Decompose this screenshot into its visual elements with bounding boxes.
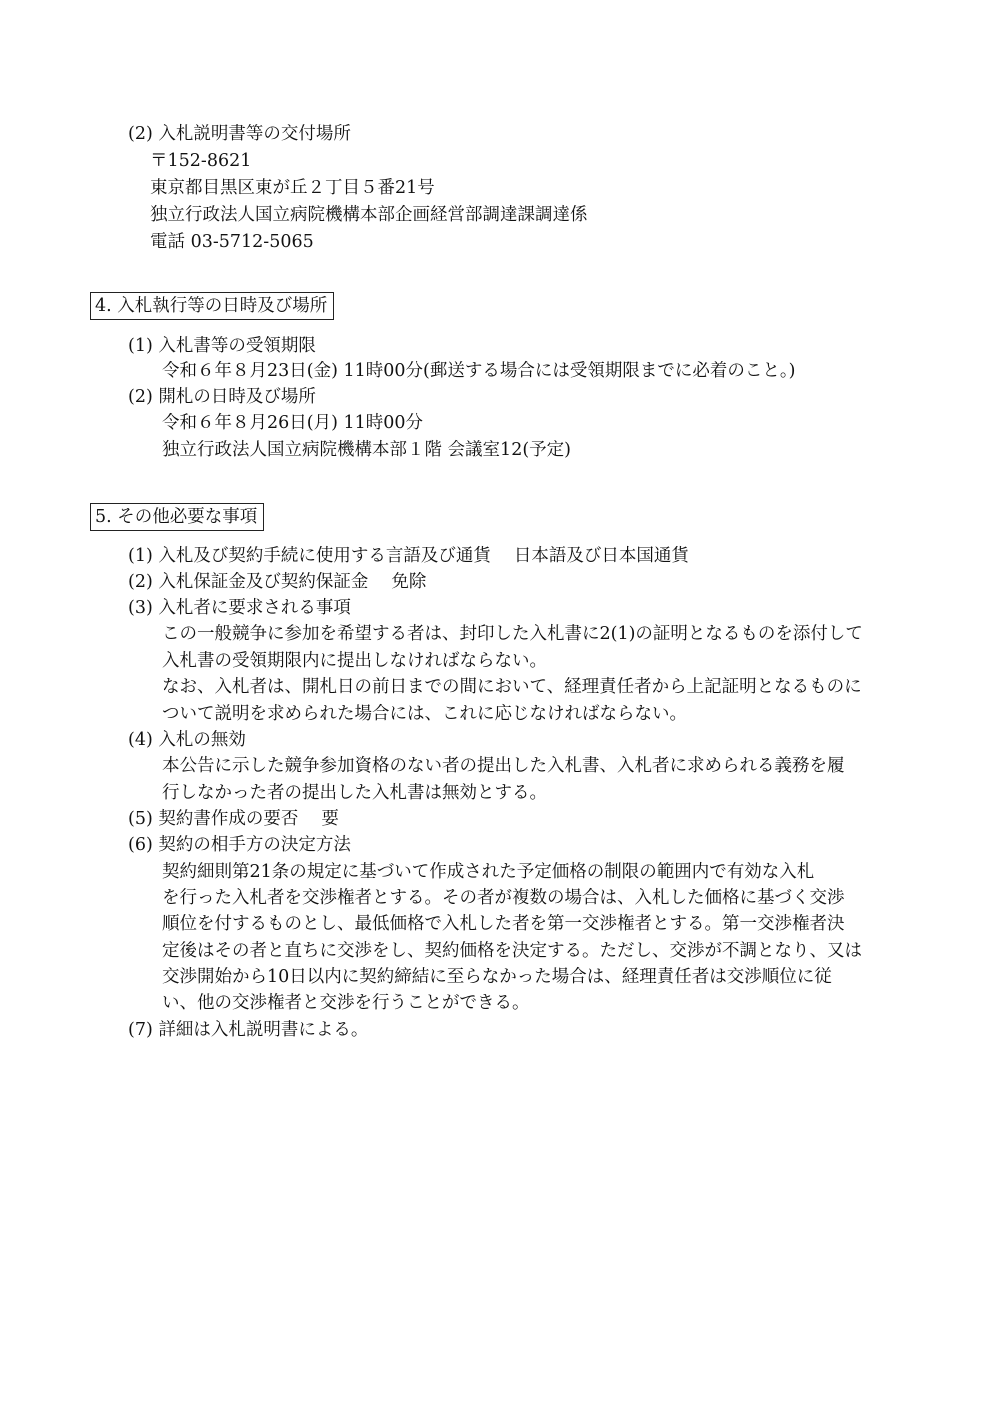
s5-item5: (5) 契約書作成の要否 要: [128, 809, 339, 829]
s5-item6-line: 定後はその者と直ちに交渉をし、契約価格を決定する。ただし、交渉が不調となり、又は: [162, 941, 862, 961]
s5-item3-line: なお、入札者は、開札日の前日までの間において、経理責任者から上記証明となるものに: [162, 677, 862, 697]
organization: 独立行政法人国立病院機構本部企画経営部調達課調達係: [150, 205, 588, 225]
section5-heading: 5. その他必要な事項: [90, 503, 264, 531]
s4-item2-date: 令和６年８月26日(月) 11時00分: [162, 413, 424, 433]
s5-item3-line: この一般競争に参加を希望する者は、封印した入札書に2(1)の証明となるものを添付して: [162, 624, 863, 644]
s5-item4-title: (4) 入札の無効: [128, 730, 246, 750]
s5-item1: (1) 入札及び契約手続に使用する言語及び通貨 日本語及び日本国通貨: [128, 546, 689, 566]
s5-item6-line: 交渉開始から10日以内に契約締結に至らなかった場合は、経理責任者は交渉順位に従: [162, 967, 832, 987]
s5-item3-line: 入札書の受領期限内に提出しなければならない。: [162, 651, 547, 671]
s5-item3-title: (3) 入札者に要求される事項: [128, 598, 351, 618]
s5-item6-title: (6) 契約の相手方の決定方法: [128, 835, 351, 855]
s5-item6-line: い、他の交渉権者と交渉を行うことができる。: [162, 993, 530, 1013]
s5-item4-line: 行しなかった者の提出した入札書は無効とする。: [162, 783, 547, 803]
s5-item4-line: 本公告に示した競争参加資格のない者の提出した入札書、入札者に求められる義務を履: [162, 756, 845, 776]
s5-item6-line: 契約細則第21条の規定に基づいて作成された予定価格の制限の範囲内で有効な入札: [162, 862, 815, 882]
address: 東京都目黒区東が丘２丁目５番21号: [150, 178, 435, 198]
s4-item2-place: 独立行政法人国立病院機構本部１階 会議室12(予定): [162, 440, 571, 460]
s4-item1-title: (1) 入札書等の受領期限: [128, 336, 316, 356]
phone: 電話 03-5712-5065: [150, 232, 314, 252]
s5-item2: (2) 入札保証金及び契約保証金 免除: [128, 572, 427, 592]
s3-item2-title: (2) 入札説明書等の交付場所: [128, 124, 351, 144]
s5-item7: (7) 詳細は入札説明書による。: [128, 1020, 369, 1040]
s4-item1-text: 令和６年８月23日(金) 11時00分(郵送する場合には受領期限までに必着のこと。): [162, 361, 796, 381]
section4-heading: 4. 入札執行等の日時及び場所: [90, 292, 334, 320]
postal-code: 〒152-8621: [150, 151, 252, 171]
s5-item6-line: 順位を付するものとし、最低価格で入札した者を第一交渉権者とする。第一交渉権者決: [162, 914, 845, 934]
s4-item2-title: (2) 開札の日時及び場所: [128, 387, 316, 407]
s5-item6-line: を行った入札者を交渉権者とする。その者が複数の場合は、入札した価格に基づく交渉: [162, 888, 845, 908]
s5-item3-line: ついて説明を求められた場合には、これに応じなければならない。: [162, 704, 687, 724]
